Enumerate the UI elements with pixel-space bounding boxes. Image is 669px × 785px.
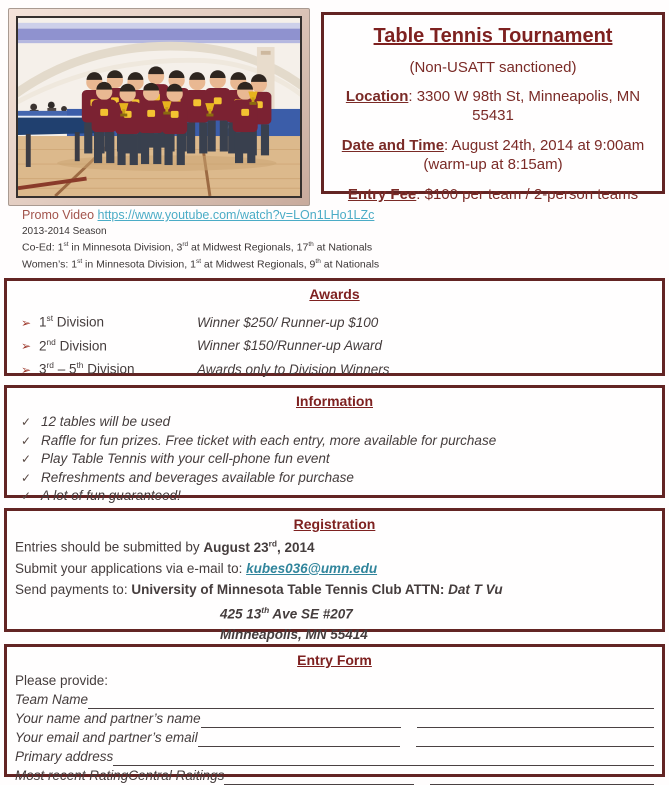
checkmark-icon: ✓ bbox=[21, 489, 32, 503]
registration-section bbox=[4, 508, 665, 642]
info-item: ✓ Play Table Tennis with your cell-phone fun event bbox=[7, 450, 662, 469]
email-line: Submit your applications via e-mail to: kubes036@umn.edu bbox=[15, 560, 378, 576]
location-line bbox=[334, 87, 652, 125]
entry-row-ratings bbox=[15, 766, 654, 785]
datetime-label: Date and Time bbox=[341, 137, 445, 154]
deadline-line: Entries should be submitted by August 23rd, 2014 bbox=[15, 538, 315, 555]
team-photo-graphic bbox=[16, 16, 302, 198]
payment-address-line1: 425 13th Ave SE #207 bbox=[220, 604, 353, 621]
arrow-bullet-icon: ➢ bbox=[21, 315, 32, 330]
entry-row-team-name bbox=[15, 690, 654, 709]
blank-line bbox=[201, 713, 402, 728]
team-photo bbox=[8, 8, 310, 206]
entry-form-section bbox=[4, 644, 665, 783]
checkmark-icon: ✓ bbox=[21, 415, 32, 429]
checkmark-icon: ✓ bbox=[21, 433, 32, 448]
datetime-line bbox=[334, 136, 652, 174]
award-row-1st bbox=[7, 309, 662, 333]
promo-video-link[interactable]: https://www.youtube.com/watch?v=LOn1LHo1LZc bbox=[97, 208, 375, 222]
award-row-2nd bbox=[7, 333, 662, 357]
division-label: 2nd Division bbox=[39, 336, 107, 353]
entry-row-emails bbox=[15, 728, 654, 747]
season-title: 2013-2014 Season bbox=[22, 226, 107, 237]
entry-row-address bbox=[15, 747, 654, 766]
award-row-3rd-5th bbox=[7, 356, 662, 380]
payment-address-line2: Minneapolis, MN 55414 bbox=[220, 627, 368, 642]
registration-email-link[interactable]: kubes036@umn.edu bbox=[246, 560, 378, 576]
field-label: Your name and partner’s name bbox=[15, 711, 201, 726]
awards-heading: Awards bbox=[309, 286, 360, 302]
warmup-note: (warm-up at 8:15am) bbox=[423, 156, 563, 173]
attn-name: Dat T Vu bbox=[448, 581, 503, 597]
info-item: ✓ 12 tables will be used bbox=[7, 413, 662, 432]
location-value: : 3300 W 98th St, Minneapolis, MN 55431 bbox=[408, 88, 641, 124]
flyer-title: Table Tennis Tournament bbox=[373, 25, 613, 47]
field-label: Primary address bbox=[15, 749, 114, 764]
coed-results: Co-Ed: 1st in Minnesota Division, 3rd at Midwest Regionals, 17th at Nationals bbox=[22, 241, 373, 254]
promo-label: Promo Video bbox=[22, 208, 98, 222]
blank-line bbox=[88, 694, 654, 709]
award-desc: Winner $150/Runner-up Award bbox=[197, 338, 382, 353]
blank-line bbox=[113, 751, 654, 766]
field-label: Your email and partner’s email bbox=[15, 730, 198, 745]
sanction-note: (Non-USATT sanctioned) bbox=[409, 59, 577, 76]
registration-heading: Registration bbox=[293, 516, 376, 532]
arrow-bullet-icon: ➢ bbox=[21, 339, 32, 353]
field-label: Team Name bbox=[15, 692, 89, 707]
info-item: ✓ Raffle for fun prizes. Free ticket with each entry, more available for purchase bbox=[7, 432, 662, 451]
fee-value: : $100 per team / 2-person teams bbox=[416, 186, 639, 203]
blank-line bbox=[198, 732, 400, 747]
award-desc: Awards only to Division Winners bbox=[197, 361, 390, 377]
entry-row-names bbox=[15, 709, 654, 728]
gym-scene-illustration bbox=[18, 18, 300, 196]
division-label: 3rd – 5th Division bbox=[39, 360, 135, 377]
awards-section bbox=[4, 278, 665, 376]
tournament-info-box bbox=[321, 12, 665, 203]
field-label: Most recent RatingCentral Raitings bbox=[15, 768, 225, 783]
blank-line bbox=[416, 732, 654, 747]
division-label: 1st Division bbox=[39, 313, 105, 330]
info-item: ✓ A lot of fun guaranteed! bbox=[7, 487, 662, 506]
datetime-value: : August 24th, 2014 at 9:00am bbox=[444, 137, 645, 154]
location-label: Location bbox=[345, 88, 409, 105]
womens-results: Women’s: 1st in Minnesota Division, 1st at Midwest Regionals, 9th at Nationals bbox=[22, 257, 380, 270]
information-section bbox=[4, 385, 665, 503]
checkmark-icon: ✓ bbox=[21, 470, 32, 485]
promo-block bbox=[22, 207, 662, 271]
award-desc: Winner $250/ Runner-up $100 bbox=[197, 314, 379, 330]
payment-line: Send payments to: University of Minnesota Table Tennis Club ATTN: Dat T Vu bbox=[15, 581, 503, 597]
information-heading: Information bbox=[296, 393, 373, 409]
fee-label: Entry Fee bbox=[347, 186, 417, 203]
blank-line bbox=[417, 713, 654, 728]
fee-line bbox=[334, 185, 652, 204]
promo-video-line bbox=[22, 207, 662, 223]
entry-form-heading: Entry Form bbox=[297, 652, 372, 668]
entry-intro: Please provide: bbox=[15, 673, 109, 688]
info-item: ✓ Refreshments and beverages available for purchase bbox=[7, 469, 662, 488]
checkmark-icon: ✓ bbox=[21, 452, 32, 466]
arrow-bullet-icon: ➢ bbox=[21, 362, 32, 377]
